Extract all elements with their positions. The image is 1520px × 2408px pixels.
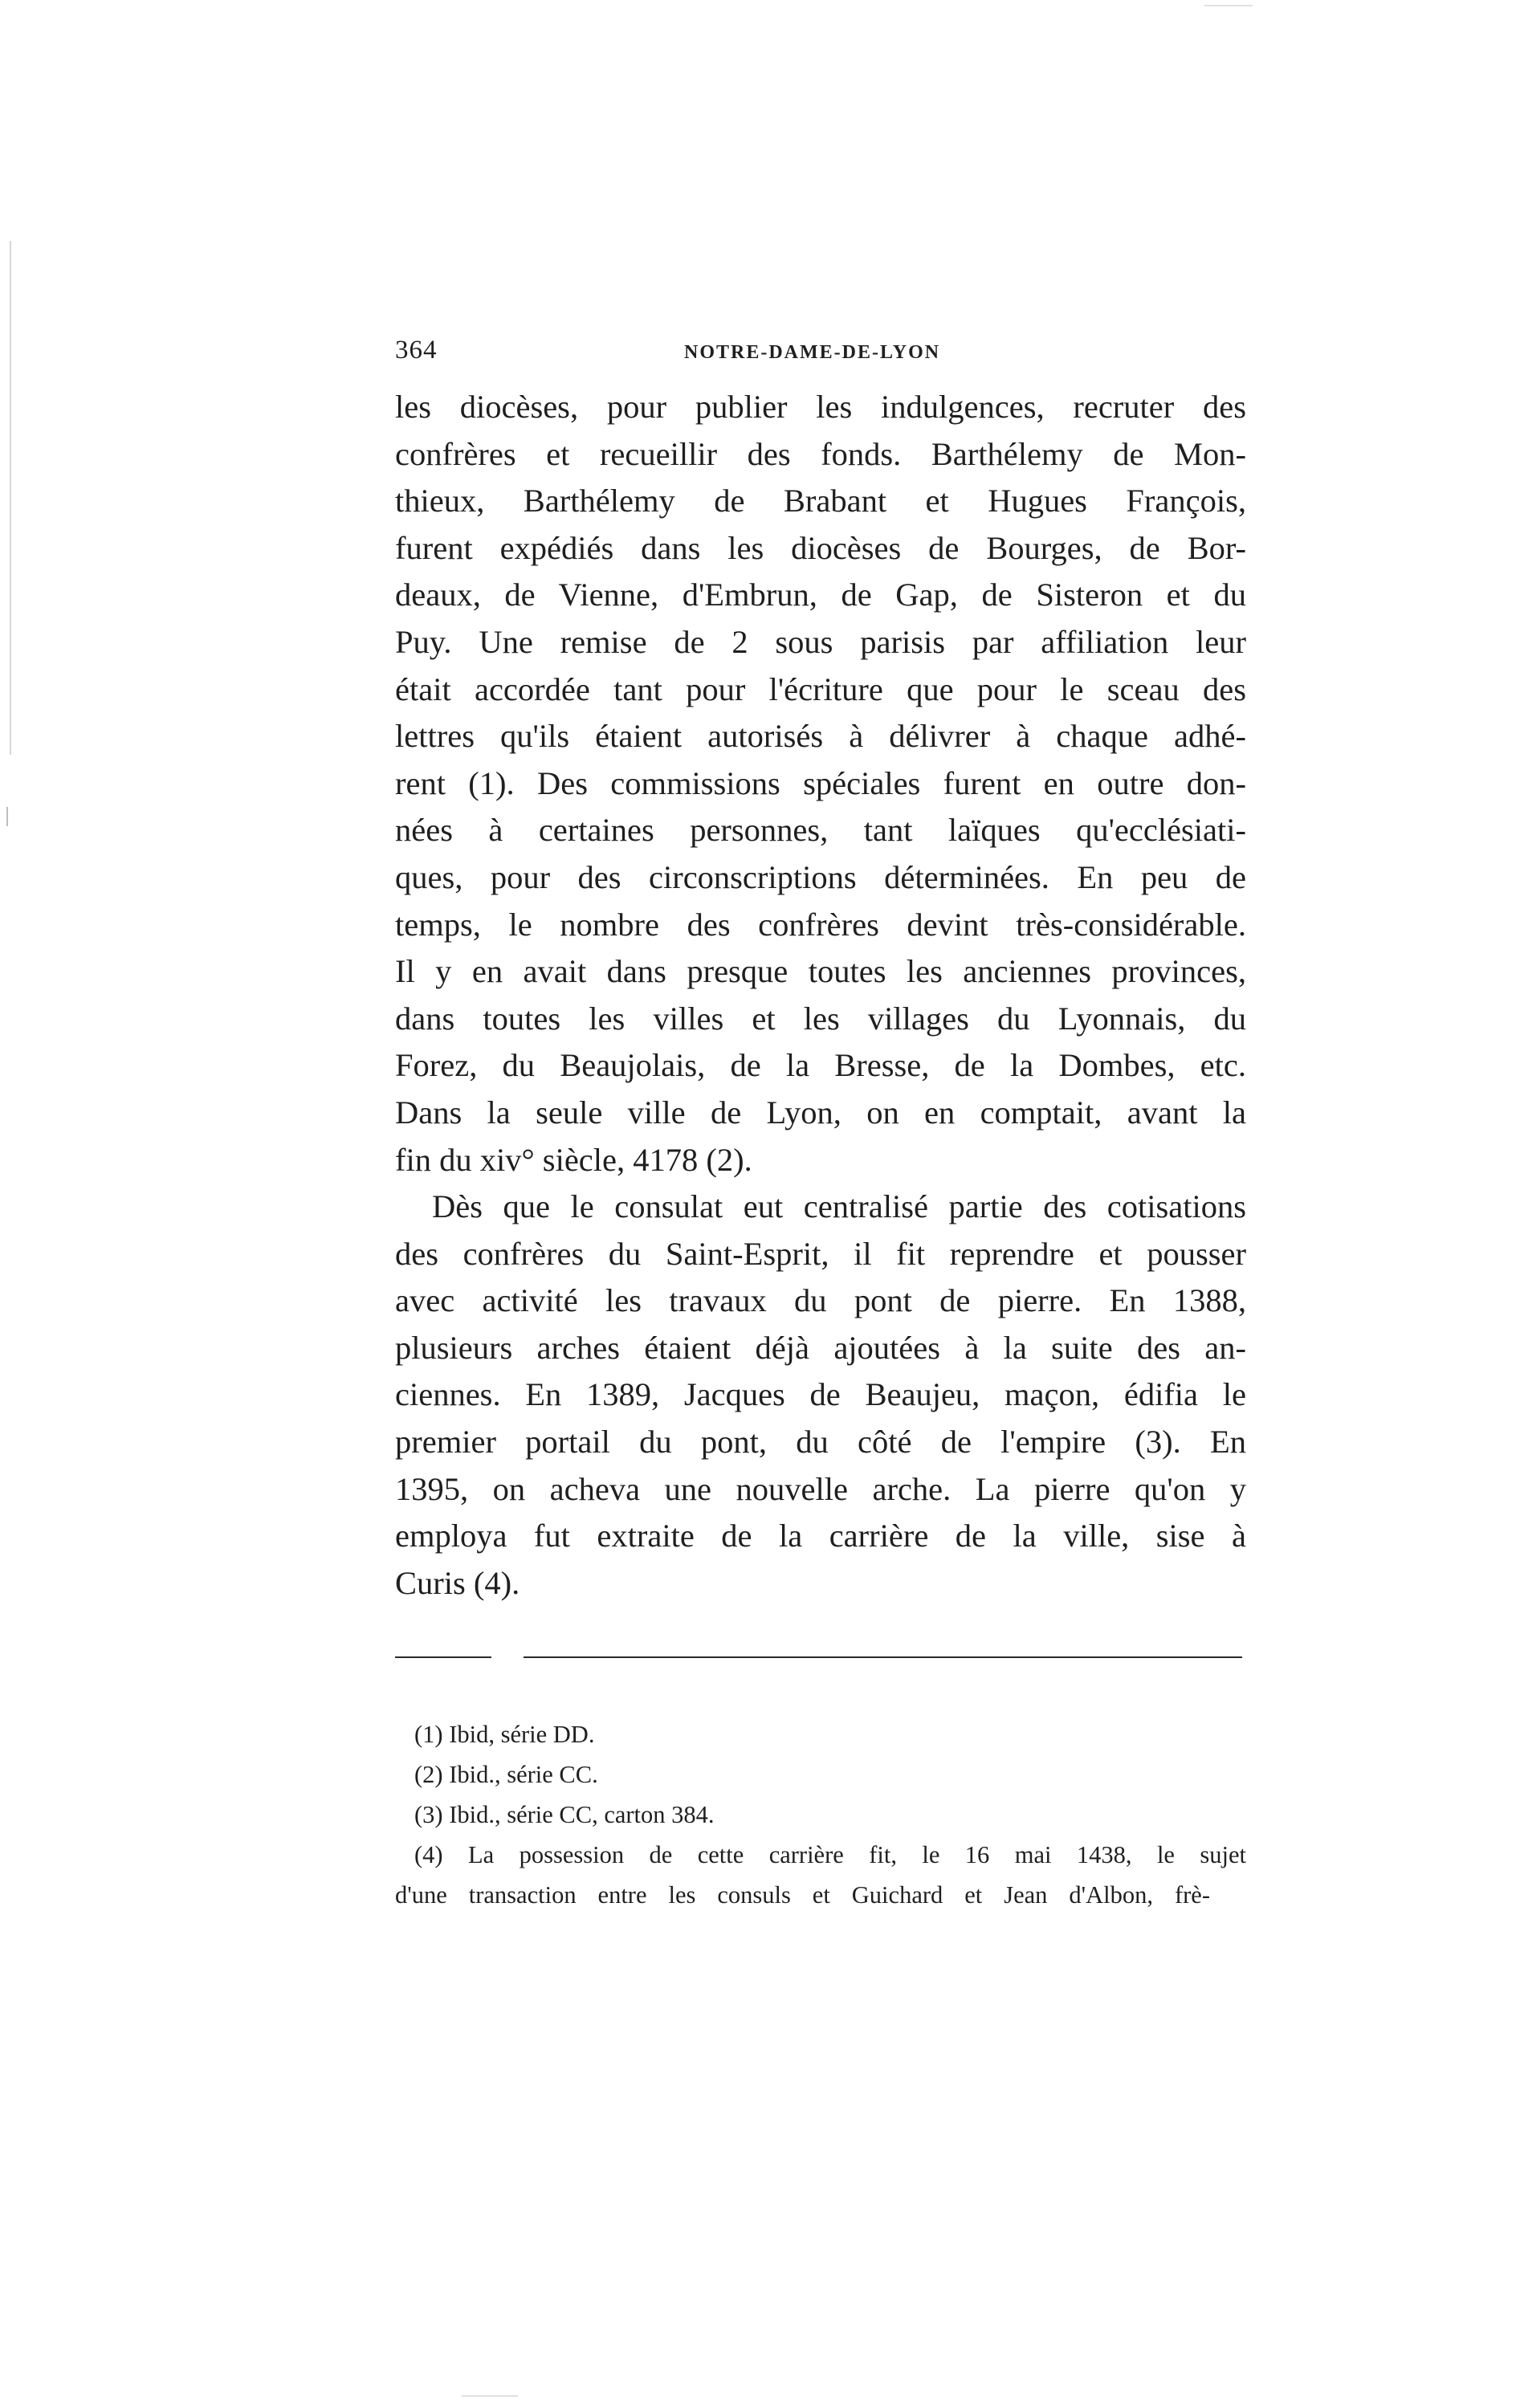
text-line: dans toutes les villes et les villages du Lyonnais, du: [395, 1000, 1246, 1037]
text-line: plusieurs arches étaient déjà ajoutées à la suite des an-: [395, 1329, 1246, 1366]
text-line: ciennes. En 1389, Jacques de Beaujeu, maçon, édifia le: [395, 1376, 1246, 1413]
text-line: temps, le nombre des confrères devint très-considérable.: [395, 906, 1246, 943]
text-line: Curis (4).: [395, 1564, 520, 1601]
text-line: premier portail du pont, du côté de l'empire (3). En: [395, 1424, 1246, 1461]
text-line: nées à certaines personnes, tant laïques qu'ecclésiati-: [395, 812, 1246, 849]
body-text: [395, 384, 1246, 1607]
footnote: (3) Ibid., série CC, carton 384.: [414, 1801, 715, 1828]
text-line: ques, pour des circonscriptions déterminées. En peu de: [395, 858, 1246, 895]
text-line: Dans la seule ville de Lyon, on en comptait, avant la: [395, 1094, 1246, 1131]
text-line: employa fut extraite de la carrière de la ville, sise à: [395, 1518, 1246, 1554]
scan-edge-mark: [6, 807, 8, 826]
text-line: avec activité les travaux du pont de pierre. En 1388,: [395, 1282, 1246, 1319]
footnote-continuation: d'une transaction entre les consuls et Guichard et Jean d'Albon, frè-: [395, 1881, 1210, 1909]
text-line: deaux, de Vienne, d'Embrun, de Gap, de Sisteron et du: [395, 577, 1246, 613]
text-line: furent expédiés dans les diocèses de Bourges, de Bor-: [395, 529, 1246, 566]
separator-break: [491, 1655, 524, 1660]
text-line: lettres qu'ils étaient autorisés à délivrer à chaque adhé-: [395, 718, 1246, 755]
scan-speck: [462, 2395, 518, 2397]
text-line: fin du xiv° siècle, 4178 (2).: [395, 1141, 752, 1178]
running-title: NOTRE-DAME-DE-LYON: [684, 342, 941, 363]
text-line: Forez, du Beaujolais, de la Bresse, de la Dombes, etc.: [395, 1047, 1246, 1084]
text-line: les diocèses, pour publier les indulgences, recruter des: [395, 389, 1246, 425]
text-line: était accordée tant pour l'écriture que pour le sceau des: [395, 670, 1246, 707]
scan-speck: [1204, 5, 1253, 6]
page-number: 364: [395, 336, 438, 365]
scan-edge-mark: [10, 241, 11, 755]
text-line: thieux, Barthélemy de Brabant et Hugues François,: [395, 483, 1246, 519]
text-line: des confrères du Saint-Esprit, il fit reprendre et pousser: [395, 1235, 1246, 1272]
footnote: (2) Ibid., série CC.: [414, 1761, 598, 1788]
footnote: (1) Ibid, série DD.: [414, 1721, 595, 1748]
running-header: [395, 336, 1246, 371]
footnotes: [395, 1714, 1246, 1915]
text-line: Dès que le consulat eut centralisé partie des cotisations: [432, 1188, 1246, 1225]
text-line: confrères et recueillir des fonds. Barthélemy de Mon-: [395, 435, 1246, 472]
text-line: rent (1). Des commissions spéciales furent en outre don-: [395, 764, 1246, 801]
footnote: (4) La possession de cette carrière fit, le 16 mai 1438, le sujet: [414, 1841, 1246, 1868]
text-line: 1395, on acheva une nouvelle arche. La pierre qu'on y: [395, 1470, 1246, 1507]
text-line: Il y en avait dans presque toutes les anciennes provinces,: [395, 953, 1246, 990]
text-line: Puy. Une remise de 2 sous parisis par affiliation leur: [395, 623, 1246, 660]
